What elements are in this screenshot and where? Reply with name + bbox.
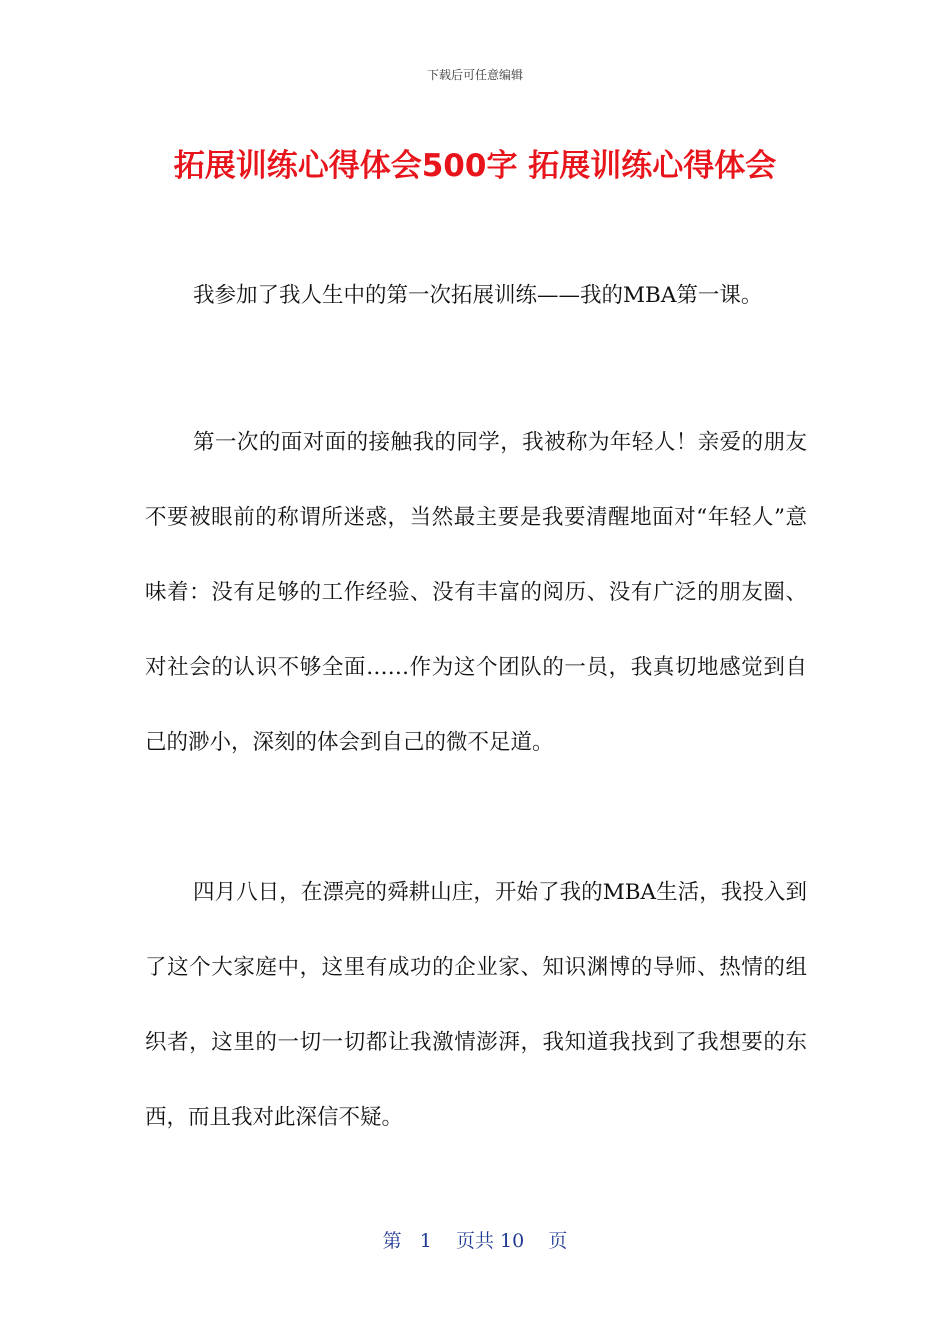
- paragraph-2: 第一次的面对面的接触我的同学，我被称为年轻人！亲爱的朋友不要被眼前的称谓所迷惑，当然最主要是我要清醒地面对“年轻人”意味着：没有足够的工作经验、没有丰富的阅历、没有广泛的朋友圈、对社会的认识不够全面……作为这个团队的一员，我真切地感觉到自己的渺小，深刻的体会到自己的微不足道。: [145, 430, 807, 755]
- total-pages-number: 10: [500, 1230, 525, 1252]
- paragraph-3: 四月八日，在漂亮的舜耕山庄，开始了我的MBA生活，我投入到了这个大家庭中，这里有成功的企业家、知识渊博的导师、热情的组织者，这里的一切一切都让我激情澎湃，我知道我找到了我想要的东西，而且我对此深信不疑。: [145, 880, 807, 1130]
- current-page-number: 1: [419, 1230, 432, 1252]
- header-note: 下载后可任意编辑: [426, 68, 523, 82]
- page-label-middle: 页共: [455, 1230, 494, 1252]
- page-label-prefix: 第: [382, 1230, 402, 1252]
- page-footer: [0, 1226, 950, 1253]
- document-title: 拓展训练心得体会500字 拓展训练心得体会: [173, 148, 777, 184]
- page-label-suffix: 页: [548, 1230, 568, 1252]
- paragraph-1: 我参加了我人生中的第一次拓展训练——我的MBA第一课。: [193, 283, 763, 308]
